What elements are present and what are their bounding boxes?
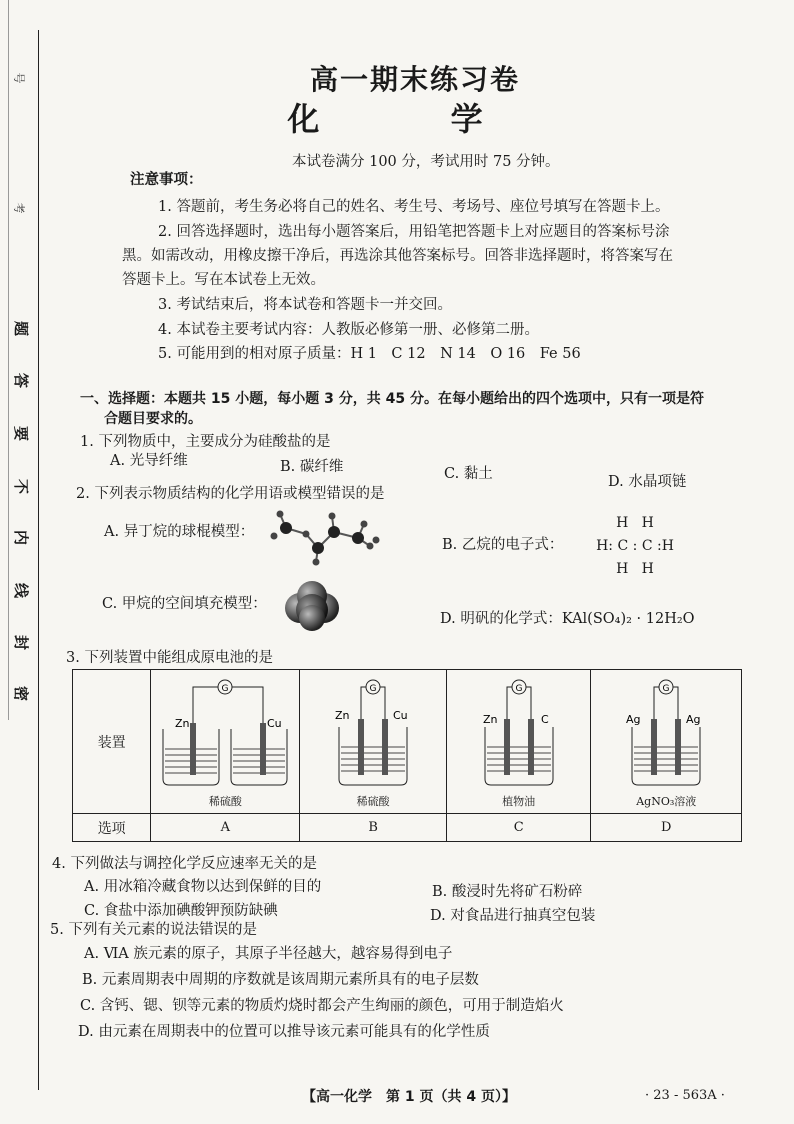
option-b: B	[300, 814, 447, 842]
margin-fragment: 考	[12, 202, 26, 214]
margin-fragment: 号	[12, 72, 26, 84]
margin-char: 密	[12, 685, 31, 702]
notice-line: 1. 答题前，考生务必将自己的姓名、考生号、考场号、座位号填写在答题卡上。	[158, 199, 670, 215]
cell-a-solution: 稀硫酸	[208, 794, 242, 808]
q4-option-d: D. 对食品进行抽真空包装	[430, 908, 596, 924]
section-heading: 一、选择题：本题共 15 小题，每小题 3 分，共 45 分。在每小题给出的四个选项中，只有一项是符	[80, 391, 704, 407]
galvanometer-label: G	[221, 683, 229, 694]
q3-device-table	[72, 669, 742, 842]
q2-option-b	[442, 533, 563, 554]
device-cell-b	[300, 670, 447, 814]
ethane-electron-formula	[590, 512, 680, 581]
device-row-label: 装置	[73, 670, 151, 814]
option-row-label: 选项	[73, 814, 151, 842]
q5-option-a: A. ⅥA 族元素的原子，其原子半径越大，越容易得到电子	[84, 946, 453, 962]
notice-line: 5. 可能用到的相对原子质量：H 1 C 12 N 14 O 16 Fe 56	[158, 346, 581, 362]
methane-space-filling-model	[280, 576, 344, 632]
margin-char: 答	[12, 372, 31, 389]
q5-option-c: C. 含钙、锶、钡等元素的物质灼烧时都会产生绚丽的颜色，可用于制造焰火	[80, 998, 564, 1014]
margin-fold-line	[8, 0, 9, 720]
electron-row-top: H H	[616, 515, 654, 531]
svg-text:Cu: Cu	[393, 708, 408, 722]
q2-option-a: A. 异丁烷的球棍模型：	[104, 524, 255, 540]
option-row	[73, 814, 742, 842]
binding-margin	[0, 0, 60, 1124]
svg-text:C: C	[540, 712, 549, 726]
q1-stem: 1. 下列物质中，主要成分为硅酸盐的是	[80, 434, 331, 450]
section-heading-cont: 合题目要求的。	[104, 411, 202, 427]
device-cell-c	[446, 670, 591, 814]
q1-option-d: D. 水晶项链	[608, 474, 687, 490]
q5-option-d: D. 由元素在周期表中的位置可以推导该元素可能具有的化学性质	[78, 1024, 490, 1040]
q2-option-d: D. 明矾的化学式：KAl(SO₄)₂ · 12H₂O	[440, 611, 695, 627]
cell-d-solution: AgNO₃溶液	[636, 794, 697, 808]
margin-char: 不	[12, 478, 31, 495]
q2-option-c: C. 甲烷的空间填充模型：	[102, 596, 267, 612]
option-a: A	[151, 814, 300, 842]
exam-info: 本试卷满分 100 分，考试用时 75 分钟。	[292, 154, 560, 170]
notice-line: 2. 回答选择题时，选出每小题答案后，用铅笔把答题卡上对应题目的答案标号涂	[158, 224, 670, 240]
q5-option-b: B. 元素周期表中周期的序数就是该周期元素所具有的电子层数	[82, 972, 479, 988]
exam-subject: 化 学	[287, 100, 543, 138]
q1-option-c: C. 黏土	[444, 466, 493, 482]
svg-text:Ag: Ag	[626, 712, 641, 726]
q5-stem: 5. 下列有关元素的说法错误的是	[50, 922, 257, 938]
notice-line: 3. 考试结束后，将本试卷和答题卡一并交回。	[158, 297, 452, 313]
cell-d-diagram	[616, 675, 716, 793]
svg-text:Ag: Ag	[686, 712, 701, 726]
q4-option-c: C. 食盐中添加碘酸钾预防缺碘	[84, 903, 278, 919]
q3-stem: 3. 下列装置中能组成原电池的是	[66, 650, 273, 666]
svg-text:Cu: Cu	[267, 716, 282, 730]
q1-option-a: A. 光导纤维	[110, 453, 188, 469]
notice-line: 4. 本试卷主要考试内容：人教版必修第一册、必修第二册。	[158, 322, 539, 338]
exam-page	[50, 0, 760, 1124]
device-row	[73, 670, 742, 814]
margin-char: 内	[12, 529, 31, 546]
margin-char: 线	[12, 582, 31, 599]
cell-c-diagram	[469, 675, 569, 793]
cell-b-solution: 稀硫酸	[356, 794, 390, 808]
option-c: C	[446, 814, 591, 842]
device-cell-d	[591, 670, 742, 814]
q4-option-b: B. 酸浸时先将矿石粉碎	[432, 884, 583, 900]
svg-text:Zn: Zn	[335, 708, 350, 722]
exam-title: 高一期末练习卷	[309, 63, 520, 96]
q2-stem: 2. 下列表示物质结构的化学用语或模型错误的是	[76, 486, 385, 502]
cell-a-diagram	[155, 675, 295, 793]
electron-row-mid: H: C : C :H	[596, 538, 674, 554]
q4-option-a: A. 用冰箱冷藏食物以达到保鲜的目的	[84, 879, 322, 895]
q2-option-b-label: B. 乙烷的电子式：	[442, 537, 564, 553]
isobutane-ball-stick-model	[266, 500, 386, 568]
page-footer: 【高一化学 第 1 页（共 4 页）】	[302, 1089, 516, 1105]
svg-text:G: G	[369, 683, 377, 694]
svg-text:Zn: Zn	[482, 712, 498, 726]
device-cell-a	[151, 670, 300, 814]
cell-c-solution: 植物油	[502, 794, 536, 808]
paper-code: · 23 - 563A ·	[645, 1088, 725, 1103]
svg-text:G: G	[662, 683, 670, 694]
margin-char: 要	[12, 425, 31, 442]
svg-text:G: G	[515, 683, 523, 694]
electron-row-bottom: H H	[616, 561, 654, 577]
notice-line: 黑。如需改动，用橡皮擦干净后，再选涂其他答案标号。回答非选择题时，将答案写在	[122, 248, 673, 264]
margin-char: 封	[12, 634, 31, 651]
svg-text:Zn: Zn	[175, 716, 190, 730]
margin-char: 题	[12, 320, 31, 337]
q1-option-b: B. 碳纤维	[280, 459, 344, 475]
notice-heading: 注意事项：	[130, 172, 203, 188]
notice-line: 答题卡上。写在本试卷上无效。	[122, 272, 325, 288]
q4-stem: 4. 下列做法与调控化学反应速率无关的是	[52, 856, 317, 872]
margin-seal-line	[38, 30, 39, 1090]
option-d: D	[591, 814, 742, 842]
cell-b-diagram	[323, 675, 423, 793]
